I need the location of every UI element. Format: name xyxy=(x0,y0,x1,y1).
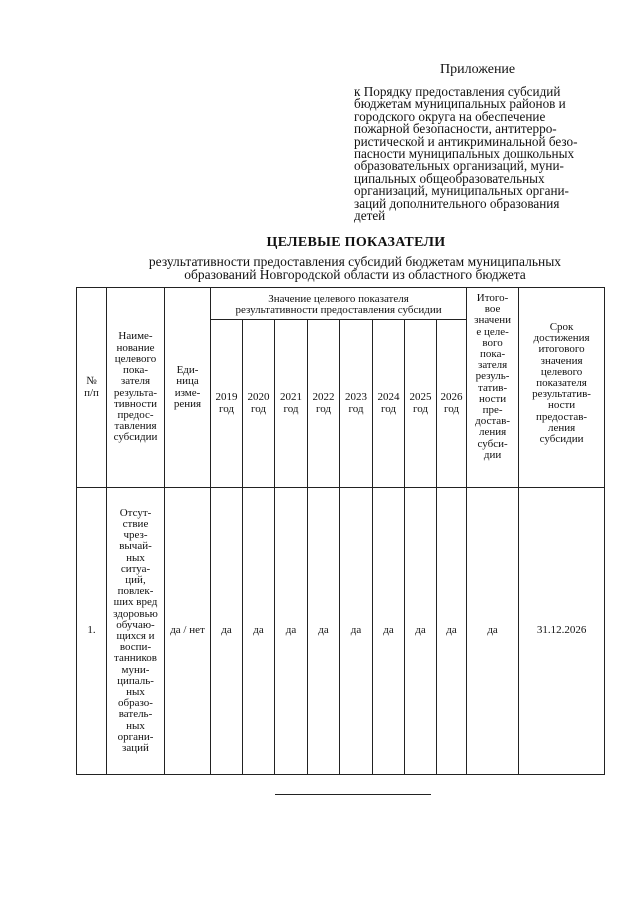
row-num: 1. xyxy=(77,488,107,775)
table-row xyxy=(77,488,605,775)
header-unit: Еди- ница изме- рения xyxy=(165,288,211,488)
row-value-2021: да xyxy=(275,488,308,775)
row-value-2025: да xyxy=(405,488,437,775)
header-year: 2020 год xyxy=(243,320,275,488)
footer-divider xyxy=(275,794,431,795)
row-value-2020: да xyxy=(243,488,275,775)
row-value-2022: да xyxy=(308,488,340,775)
row-deadline: 31.12.2026 xyxy=(519,488,605,775)
header-year: 2019 год xyxy=(211,320,243,488)
header-year: 2025 год xyxy=(405,320,437,488)
row-unit: да / нет xyxy=(165,488,211,775)
row-value-2024: да xyxy=(373,488,405,775)
indicators-table xyxy=(76,287,605,775)
header-year: 2022 год xyxy=(308,320,340,488)
header-num: № п/п xyxy=(77,288,107,488)
header-final-value: Итого- вое значени е целе- вого пока- зателя резуль- татив- ности пре- достав- ления субси- дии xyxy=(467,288,519,488)
header-year: 2021 год xyxy=(275,320,308,488)
header-year: 2023 год xyxy=(340,320,373,488)
row-indicator-name: Отсут- ствие чрез- вычай- ных ситуа- ций, повлек- ших вред здоровью обучаю- щихся и воспи- танников муни- ципаль- ных образо- ватель- ных органи- заций xyxy=(107,488,165,775)
document-subtitle: результативности предоставления субсидий бюджетам муниципальных образований Новгородской области из областного бюджета xyxy=(148,254,562,282)
header-year: 2026 год xyxy=(437,320,467,488)
document-title: ЦЕЛЕВЫЕ ПОКАЗАТЕЛИ xyxy=(266,235,446,250)
header-values-group: Значение целевого показателя результативности предоставления субсидии xyxy=(211,288,467,320)
row-value-2026: да xyxy=(437,488,467,775)
header-deadline: Срок достижения итогового значения целевого показателя результатив- ности предостав- ления субсидии xyxy=(519,288,605,488)
header-indicator-name: Наиме- нование целевого пока- зателя результа- тивности предос- тавления субсидии xyxy=(107,288,165,488)
header-year: 2024 год xyxy=(373,320,405,488)
row-final-value: да xyxy=(467,488,519,775)
row-value-2019: да xyxy=(211,488,243,775)
appendix-reference: к Порядку предоставления субсидий бюджетам муниципальных районов и городского округа на обеспечение пожарной безопасности, антитерро- ристической и антикриминальной безо- пасности муниципальных дошкольных образовательных организаций, муни- ципальных общеобразовательных организаций, муниципальных органи- заций дополнительного образования детей xyxy=(354,84,578,224)
header-row-group xyxy=(77,288,605,320)
appendix-title: Приложение xyxy=(440,62,516,77)
row-value-2023: да xyxy=(340,488,373,775)
